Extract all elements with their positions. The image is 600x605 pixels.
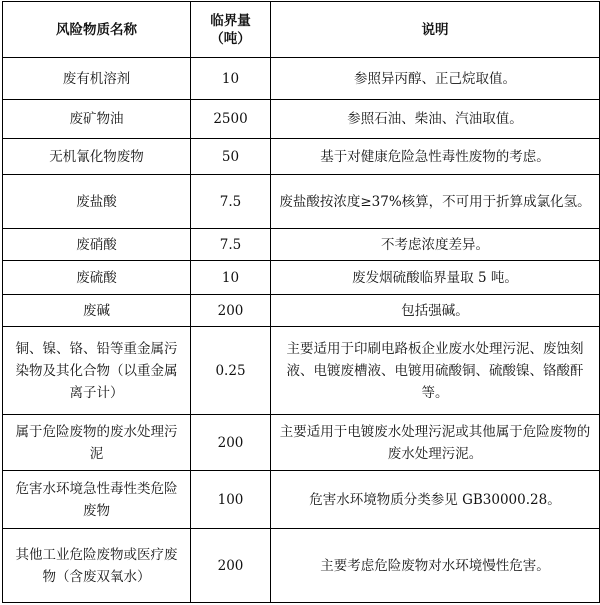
table-row xyxy=(3,529,600,603)
row-name: 危害水环境急性毒性类危险废物 xyxy=(3,471,191,529)
row-name: 无机氰化物废物 xyxy=(3,139,191,175)
row-threshold: 50 xyxy=(191,139,271,175)
row-threshold: 2500 xyxy=(191,100,271,139)
header-note: 说明 xyxy=(271,2,600,58)
row-note: 参照异丙醇、正己烷取值。 xyxy=(271,58,600,100)
row-threshold: 0.25 xyxy=(191,327,271,415)
row-name: 铜、镍、铬、铅等重金属污染物及其化合物（以重金属离子计） xyxy=(3,327,191,415)
row-name: 其他工业危险废物或医疗废物（含废双氧水） xyxy=(3,529,191,603)
header-threshold xyxy=(191,2,271,58)
row-note: 废发烟硫酸临界量取 5 吨。 xyxy=(271,261,600,295)
row-threshold: 200 xyxy=(191,295,271,327)
row-threshold: 7.5 xyxy=(191,229,271,261)
row-name: 废盐酸 xyxy=(3,175,191,229)
row-note: 主要适用于印刷电路板企业废水处理污泥、废蚀刻液、电镀废槽液、电镀用硫酸铜、硫酸镍、铬酸酐等。 xyxy=(271,327,600,415)
row-threshold: 7.5 xyxy=(191,175,271,229)
risk-substance-table xyxy=(2,1,600,603)
row-note: 主要考虑危险废物对水环境慢性危害。 xyxy=(271,529,600,603)
row-name: 废硫酸 xyxy=(3,261,191,295)
table-row xyxy=(3,295,600,327)
row-threshold: 200 xyxy=(191,415,271,471)
table-row xyxy=(3,471,600,529)
row-name: 废碱 xyxy=(3,295,191,327)
header-threshold-line1: 临界量 xyxy=(210,12,251,29)
row-note: 不考虑浓度差异。 xyxy=(271,229,600,261)
header-threshold-line2: （吨） xyxy=(210,30,251,47)
row-threshold: 10 xyxy=(191,261,271,295)
row-name: 属于危险废物的废水处理污泥 xyxy=(3,415,191,471)
table-row xyxy=(3,58,600,100)
row-threshold: 200 xyxy=(191,529,271,603)
table-row xyxy=(3,100,600,139)
header-name: 风险物质名称 xyxy=(3,2,191,58)
table-row xyxy=(3,229,600,261)
table-row xyxy=(3,261,600,295)
row-note: 主要适用于电镀废水处理污泥或其他属于危险废物的废水处理污泥。 xyxy=(271,415,600,471)
row-threshold: 100 xyxy=(191,471,271,529)
row-note: 参照石油、柴油、汽油取值。 xyxy=(271,100,600,139)
table-row xyxy=(3,327,600,415)
row-note: 废盐酸按浓度≥37%核算，不可用于折算成氯化氢。 xyxy=(271,175,600,229)
row-name: 废矿物油 xyxy=(3,100,191,139)
row-note: 危害水环境物质分类参见 GB30000.28。 xyxy=(271,471,600,529)
row-name: 废硝酸 xyxy=(3,229,191,261)
table-row xyxy=(3,139,600,175)
row-name: 废有机溶剂 xyxy=(3,58,191,100)
table-header-row xyxy=(3,2,600,58)
table-row xyxy=(3,175,600,229)
table-row xyxy=(3,415,600,471)
row-threshold: 10 xyxy=(191,58,271,100)
row-note: 基于对健康危险急性毒性废物的考虑。 xyxy=(271,139,600,175)
row-note: 包括强碱。 xyxy=(271,295,600,327)
